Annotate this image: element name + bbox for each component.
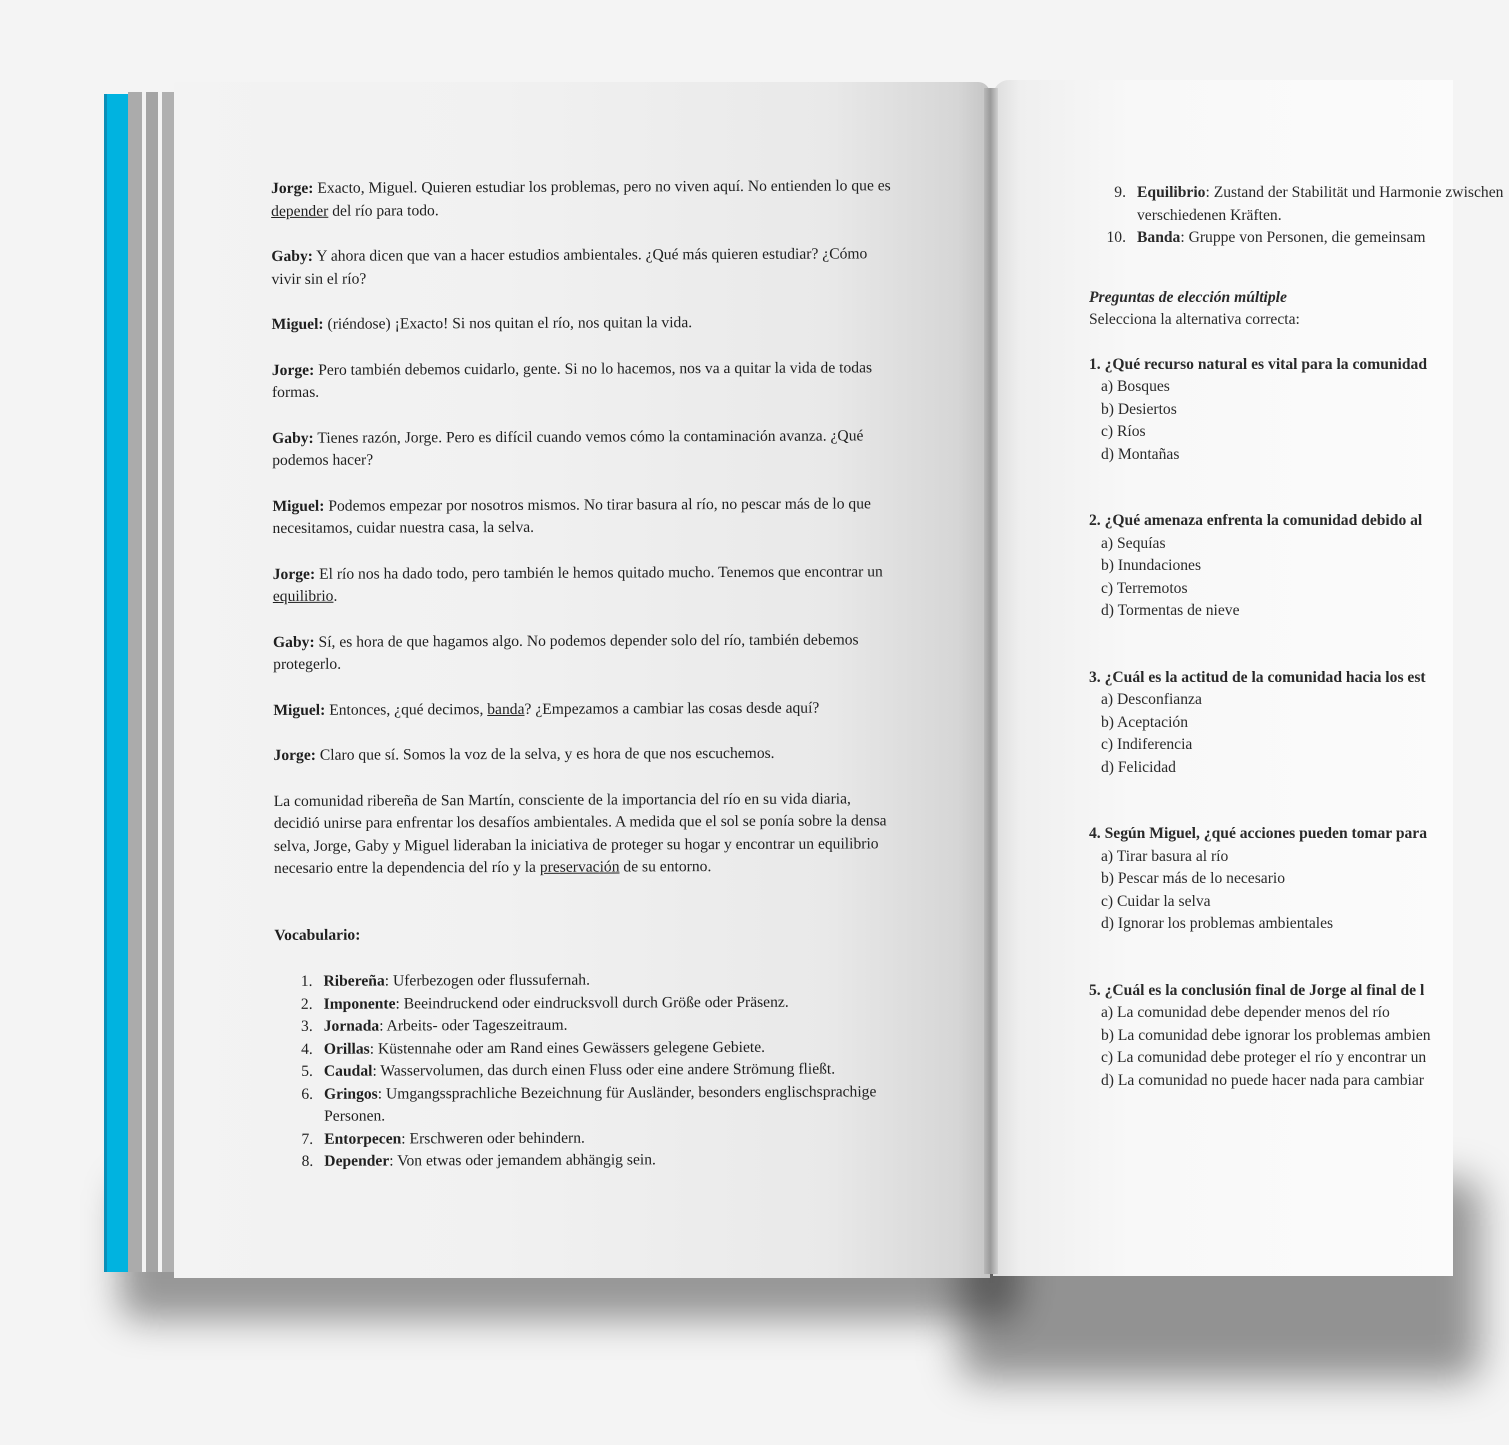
vocab-definition: : Von etwas oder jemandem abhängig sein. — [389, 1151, 656, 1170]
question-block — [1089, 354, 1509, 467]
answer-option: a) Desconfianza — [1101, 691, 1202, 708]
answer-option: b) La comunidad debe ignorar los problemas ambien — [1101, 1026, 1431, 1044]
left-page-text — [271, 175, 900, 1173]
vocab-item — [275, 1126, 900, 1151]
underlined-word: equilibrio — [272, 587, 334, 605]
vocab-number: 4. — [301, 1040, 313, 1058]
answer-option: a) La comunidad debe depender menos del río — [1101, 1004, 1390, 1021]
speaker-name: Gaby: — [272, 429, 314, 447]
vocab-text — [323, 968, 899, 993]
vocab-definition: : Wasservolumen, das durch einen Fluss oder eine andere Strömung fließt. — [372, 1060, 836, 1080]
dialogue-line — [272, 493, 897, 541]
vocab-item — [275, 1013, 900, 1038]
speaker-name: Jorge: — [273, 746, 316, 764]
speaker-name: Jorge: — [271, 179, 314, 197]
question-text: 2. ¿Qué amenaza enfrenta la comunidad debido al — [1089, 512, 1423, 529]
dialogue-line — [273, 742, 898, 767]
answer-option: a) Bosques — [1101, 378, 1170, 395]
vocab-text — [324, 1058, 900, 1083]
question-block — [1089, 667, 1509, 780]
dialogue-text: Tienes razón, Jorge. Pero es difícil cuando vemos cómo la contaminación avanza. ¿Qué podemos hacer? — [272, 426, 864, 469]
vocab-number: 3. — [300, 1017, 313, 1035]
dialogue-text: Pero también debemos cuidarlo, gente. Si no lo hacemos, nos va a quitar la vida de todas formas. — [271, 358, 873, 401]
answer-option: c) Ríos — [1101, 423, 1146, 440]
vocab-text — [324, 991, 900, 1016]
vocabulary-heading: Vocabulario: — [274, 926, 361, 944]
vocab-item — [275, 1036, 900, 1061]
question-text: 4. Según Miguel, ¿qué acciones pueden tomar para — [1089, 825, 1428, 842]
vocab-term: Imponente — [323, 994, 396, 1013]
speaker-name: Gaby: — [272, 633, 315, 651]
vocab-number: 5. — [301, 1062, 313, 1080]
vocab-definition: : Umgangssprachliche Bezeichnung für Ausländer, besonders englischsprachige Personen. — [324, 1082, 877, 1125]
dialogue-text: El río nos ha dado todo, pero también le hemos quitado mucho. Tenemos que encontrar un — [315, 562, 883, 583]
vocab-term: Equilibrio — [1137, 184, 1206, 201]
question-block — [1089, 510, 1509, 623]
question-text: 5. ¿Cuál es la conclusión final de Jorge al final de l — [1089, 981, 1425, 999]
answer-option: d) Felicidad — [1101, 758, 1176, 776]
speaker-name: Miguel: — [273, 701, 326, 719]
vocab-term: Entorpecen — [324, 1129, 402, 1148]
page-edges — [128, 92, 180, 1272]
speaker-name: Miguel: — [271, 315, 324, 333]
vocab-term: Jornada — [323, 1017, 380, 1035]
vocab-term: Gringos — [323, 1085, 378, 1103]
answer-option: b) Desiertos — [1101, 400, 1177, 418]
dialogue-line — [273, 697, 898, 722]
answer-option: c) Indiferencia — [1101, 736, 1193, 753]
underlined-word: depender — [271, 202, 329, 220]
question-block — [1089, 980, 1509, 1093]
multiple-choice-title: Preguntas de elección múltiple — [1089, 288, 1287, 306]
vocab-number: 6. — [301, 1085, 314, 1103]
answer-option: c) La comunidad debe proteger el río y encontrar un — [1101, 1049, 1427, 1066]
vocab-item — [275, 1148, 900, 1173]
answer-option: d) Ignorar los problemas ambientales — [1101, 915, 1334, 932]
question-list — [1089, 354, 1509, 1093]
dialogue-line — [273, 629, 898, 677]
question-text: 1. ¿Qué recurso natural es vital para la comunidad — [1089, 355, 1428, 373]
dialogue-text: Claro que sí. Somos la voz de la selva, y es hora de que nos escuchemos. — [315, 744, 775, 764]
speaker-name: Jorge: — [272, 565, 316, 583]
answer-option: d) Tormentas de nieve — [1101, 602, 1240, 619]
vocab-definition: : Erschweren oder behindern. — [401, 1129, 585, 1147]
answer-option: b) Inundaciones — [1101, 557, 1202, 574]
dialogue-text: ? ¿Empezamos a cambiar las cosas desde aquí? — [524, 699, 820, 718]
vocab-definition: : Uferbezogen oder flussufernah. — [384, 971, 590, 990]
dialogue-line — [271, 243, 896, 291]
vocab-term: Orillas — [323, 1040, 370, 1058]
answer-option: a) Sequías — [1101, 534, 1166, 552]
vocab-item — [275, 1081, 900, 1129]
dialogue-text: (riéndose) ¡Exacto! Si nos quitan el río, nos quitan la vida. — [323, 314, 693, 333]
answer-option: a) Tirar basura al río — [1101, 847, 1229, 865]
answer-option: c) Cuidar la selva — [1101, 892, 1211, 910]
dialogue-text: Entonces, ¿qué decimos, — [325, 700, 488, 719]
dialogue-line — [271, 175, 896, 223]
dialogue-text: Exacto, Miguel. Quieren estudiar los problemas, pero no viven aquí. No entienden lo que es — [313, 177, 891, 197]
vocab-item — [275, 1058, 900, 1083]
vocab-number: 8. — [301, 1152, 314, 1170]
vocab-definition: : Arbeits- oder Tageszeitraum. — [379, 1016, 568, 1035]
vocab-text — [1137, 227, 1509, 250]
book-gutter — [984, 88, 998, 1274]
dialogue-text: Podemos empezar por nosotros mismos. No tirar basura al río, no pescar más de lo que necesitamos, cuidar nuestra casa, la selva. — [272, 494, 871, 537]
dialogue-text: del río para todo. — [328, 201, 439, 220]
vocab-term: Ribereña — [323, 972, 385, 990]
dialogue-line — [272, 311, 897, 336]
vocab-definition: : Küstennahe oder am Rand eines Gewässers gelegene Gebiete. — [369, 1038, 766, 1058]
dialogue-text: Sí, es hora de que hagamos algo. No podemos depender solo del río, también debemos protegerlo. — [273, 630, 859, 673]
vocab-definition: : Beeindruckend oder eindrucksvoll durch Größe oder Präsenz. — [395, 993, 789, 1012]
vocab-text — [324, 1148, 900, 1173]
vocab-number: 2. — [300, 995, 313, 1013]
vocab-item — [1089, 227, 1509, 250]
vocab-term: Banda — [1137, 229, 1181, 246]
underlined-word: banda — [487, 700, 525, 718]
vocab-number: 9. — [1114, 184, 1126, 201]
vocab-text — [324, 1013, 900, 1038]
narration-paragraph: La comunidad ribereña de San Martín, consciente de la importancia del río en su vida diaria, decidió unirse para enfrentar los desafíos ambientales. A medida que el sol se ponía sobre la densa selva, Jorge, Gaby y Miguel lideraban la iniciativa de proteger su hogar y encontrar un equilibrio necesario entre la dependencia del río y la preservación de su entorno. — [273, 789, 887, 877]
vocab-text — [324, 1126, 900, 1151]
vocab-definition: : Zustand der Stabilität und Harmonie zwischen verschiedenen Kräften. — [1137, 184, 1504, 224]
dialogue — [271, 175, 899, 767]
speaker-name: Jorge: — [271, 361, 315, 379]
answer-option: b) Pescar más de lo necesario — [1101, 870, 1286, 887]
vocab-text — [324, 1081, 900, 1129]
answer-option: d) Montañas — [1101, 445, 1180, 463]
vocab-text — [1137, 182, 1509, 227]
vocab-text — [324, 1036, 900, 1061]
answer-option: d) La comunidad no puede hacer nada para cambiar — [1101, 1071, 1424, 1089]
vocab-item — [1089, 182, 1509, 227]
vocab-item — [274, 968, 899, 993]
vocab-number: 10. — [1106, 229, 1126, 246]
vocab-term: Caudal — [323, 1062, 373, 1080]
right-page-text — [1089, 182, 1509, 1136]
multiple-choice-instruction: Selecciona la alternativa correcta: — [1089, 311, 1300, 328]
question-text: 3. ¿Cuál es la actitud de la comunidad hacia los est — [1089, 668, 1426, 686]
dialogue-line — [272, 357, 897, 405]
speaker-name: Miguel: — [272, 497, 325, 515]
speaker-name: Gaby: — [271, 247, 313, 265]
dialogue-line — [272, 425, 897, 473]
vocabulary-list — [274, 968, 900, 1173]
vocab-item — [275, 991, 900, 1016]
answer-option: b) Aceptación — [1101, 713, 1189, 731]
vocab-term: Depender — [324, 1152, 390, 1170]
vocab-number: 1. — [300, 972, 313, 990]
vocab-number: 7. — [301, 1130, 314, 1148]
vocab-definition: : Gruppe von Personen, die gemeinsam — [1180, 229, 1426, 246]
dialogue-line — [273, 561, 898, 609]
underlined-word: preservación — [539, 858, 620, 876]
dialogue-text: . — [333, 587, 338, 605]
answer-option: c) Terremotos — [1101, 579, 1188, 597]
question-block — [1089, 823, 1509, 936]
dialogue-text: Y ahora dicen que van a hacer estudios ambientales. ¿Qué más quieren estudiar? ¿Cómo vivir sin el río? — [271, 245, 868, 288]
vocabulary-list-continued — [1089, 182, 1509, 250]
